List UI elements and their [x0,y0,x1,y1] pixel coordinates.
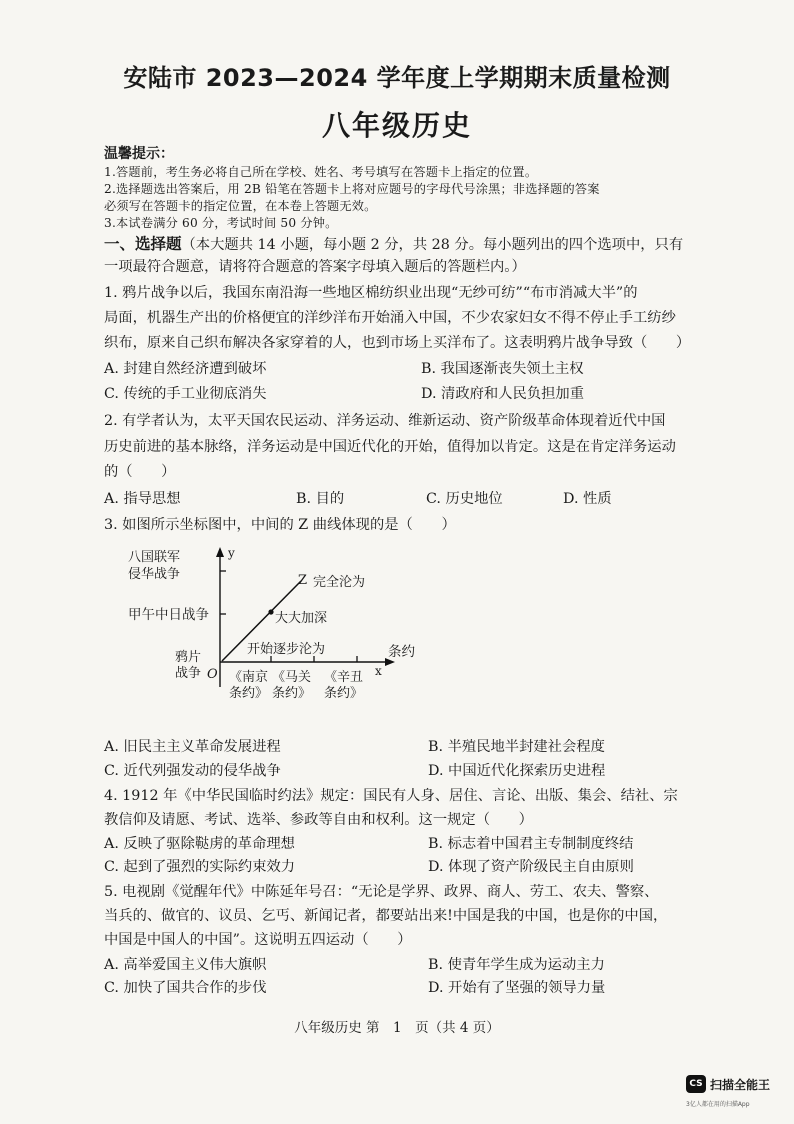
y-label-yapian: 鸦片 [175,650,202,665]
section-title: 一、选择题 [104,235,182,253]
annotation-wanquan: 完全沦为 [313,575,366,590]
question-5-line: 5. 电视剧《觉醒年代》中陈延年号召：“无论是学界、政界、商人、劳工、农夫、警察、 [104,884,659,900]
annotation-kaishi: 开始逐步沦为 [247,642,326,657]
question-1-option-a: A. 封建自然经济遭到破坏 [104,361,267,377]
origin-label: O [207,667,218,682]
tips-heading: 温馨提示： [104,146,174,162]
tip-line: 1.答题前，考生务必将自己所在学校、姓名、考号填写在答题卡上指定的位置。 [104,165,538,179]
page-footer: 八年级历史 第 1 页（共 4 页） [294,1020,500,1036]
x-label-xinchou: 条约》 [324,686,364,701]
question-1-option-d: D. 清政府和人民负担加重 [421,386,585,402]
question-4-line: 4. 1912 年《中华民国临时约法》规定：国民有人身、居住、言论、出版、集会、结社、宗 [104,788,678,804]
question-5-option-b: B. 使青年学生成为运动主力 [428,957,605,973]
question-2-option-a: A. 指导思想 [104,491,181,507]
x-label-xinchou: 《辛丑 [324,670,364,685]
x-axis-name: 条约 [388,644,415,660]
question-5-line: 当兵的、做官的、议员、乞丐、新闻记者，都要站出来!中国是我的中国，也是你的中国， [104,908,668,924]
question-5-option-c: C. 加快了国共合作的步伐 [104,980,267,996]
section-description: （本大题共 14 小题，每小题 2 分，共 28 分。每小题列出的四个选项中，只有 [181,237,684,253]
coordinate-figure [125,535,445,735]
question-4-line: 教信仰及请愿、考试、选举、参政等自由和权利。这一规定（ ） [104,812,533,828]
tip-line: 2.选择题选出答案后，用 2B 铅笔在答题卡上将对应题号的字母代号涂黑；非选择题的答案 [104,182,600,196]
watermark-tagline: 3亿人都在用的扫描App [686,1101,750,1108]
question-3-option-b: B. 半殖民地半封建社会程度 [428,739,605,755]
question-4-option-b: B. 标志着中国君主专制制度终结 [428,836,634,852]
section-heading [104,232,683,254]
question-1-line: 1. 鸦片战争以后，我国东南沿海一些地区棉纺织业出现“无纱可纺”“布市消减大半”的 [104,285,638,301]
question-1-option-b: B. 我国逐渐丧失领土主权 [421,361,584,377]
question-1-line: 织布，原来自己织布解决各家穿着的人，也到市场上买洋布了。这表明鸦片战争导致（ ） [104,335,691,351]
x-axis-label: x [375,664,382,678]
annotation-dada: 大大加深 [275,611,328,626]
question-4-option-c: C. 起到了强烈的实际约束效力 [104,859,296,875]
question-3-option-c: C. 近代列强发动的侵华战争 [104,763,281,779]
camscanner-logo-icon: CS [686,1075,706,1093]
exam-subject-title: 八年级历史 [321,109,472,142]
watermark-name: 扫描全能王 [710,1077,771,1092]
question-2-line: 的（ ） [104,464,176,480]
section-description-line2: 一项最符合题意，请将符合题意的答案字母填入题后的答题栏内。） [104,259,526,275]
question-3-option-a: A. 旧民主主义革命发展进程 [104,739,281,755]
question-4-option-a: A. 反映了驱除鞑虏的革命理想 [104,836,295,852]
question-3-option-d: D. 中国近代化探索历史进程 [428,763,606,779]
x-label-nanjing: 条约》 [229,686,269,701]
x-label-nanjing: 《南京 [229,670,269,685]
y-label-baguo: 八国联军 [128,550,181,565]
y-label-yapian: 战争 [175,666,202,681]
x-label-maguan: 《马关 [272,670,312,685]
tip-line: 必须写在答题卡的指定位置，在本卷上答题无效。 [104,199,377,213]
question-3-stem: 3. 如图所示坐标图中，中间的 Z 曲线体现的是（ ） [104,517,456,533]
question-2-line: 历史前进的基本脉络，洋务运动是中国近代化的开始，值得加以肯定。这是在肯定洋务运动 [104,439,676,455]
question-4-option-d: D. 体现了资产阶级民主自由原则 [428,859,634,875]
question-2-option-d: D. 性质 [563,491,612,507]
question-5-line: 中国是中国人的中国”。这说明五四运动（ ） [104,932,412,948]
y-label-jiawu: 甲午中日战争 [128,607,209,623]
y-axis-label: y [228,546,235,560]
question-2-option-b: B. 目的 [296,491,345,507]
tip-line: 3.本试卷满分 60 分，考试时间 50 分钟。 [104,216,338,230]
question-1-option-c: C. 传统的手工业彻底消失 [104,386,267,402]
question-5-option-a: A. 高举爱国主义伟大旗帜 [104,957,267,973]
y-axis-arrow [216,547,224,557]
question-2-option-c: C. 历史地位 [426,491,503,507]
x-label-maguan: 条约》 [272,686,312,701]
question-1-line: 局面，机器生产出的价格便宜的洋纱洋布开始涌入中国，不少农家妇女不得不停止手工纺纱 [104,310,676,326]
z-curve-point [268,609,273,614]
z-curve-label: Z [298,573,308,588]
y-label-baguo: 侵华战争 [128,567,181,582]
question-5-option-d: D. 开始有了坚强的领导力量 [428,980,606,996]
scanner-watermark [686,1075,770,1093]
exam-title: 安陆市 2023—2024 学年度上学期期末质量检测 [123,64,671,92]
question-2-line: 2. 有学者认为，太平天国农民运动、洋务运动、维新运动、资产阶级革命体现着近代中国 [104,413,666,429]
